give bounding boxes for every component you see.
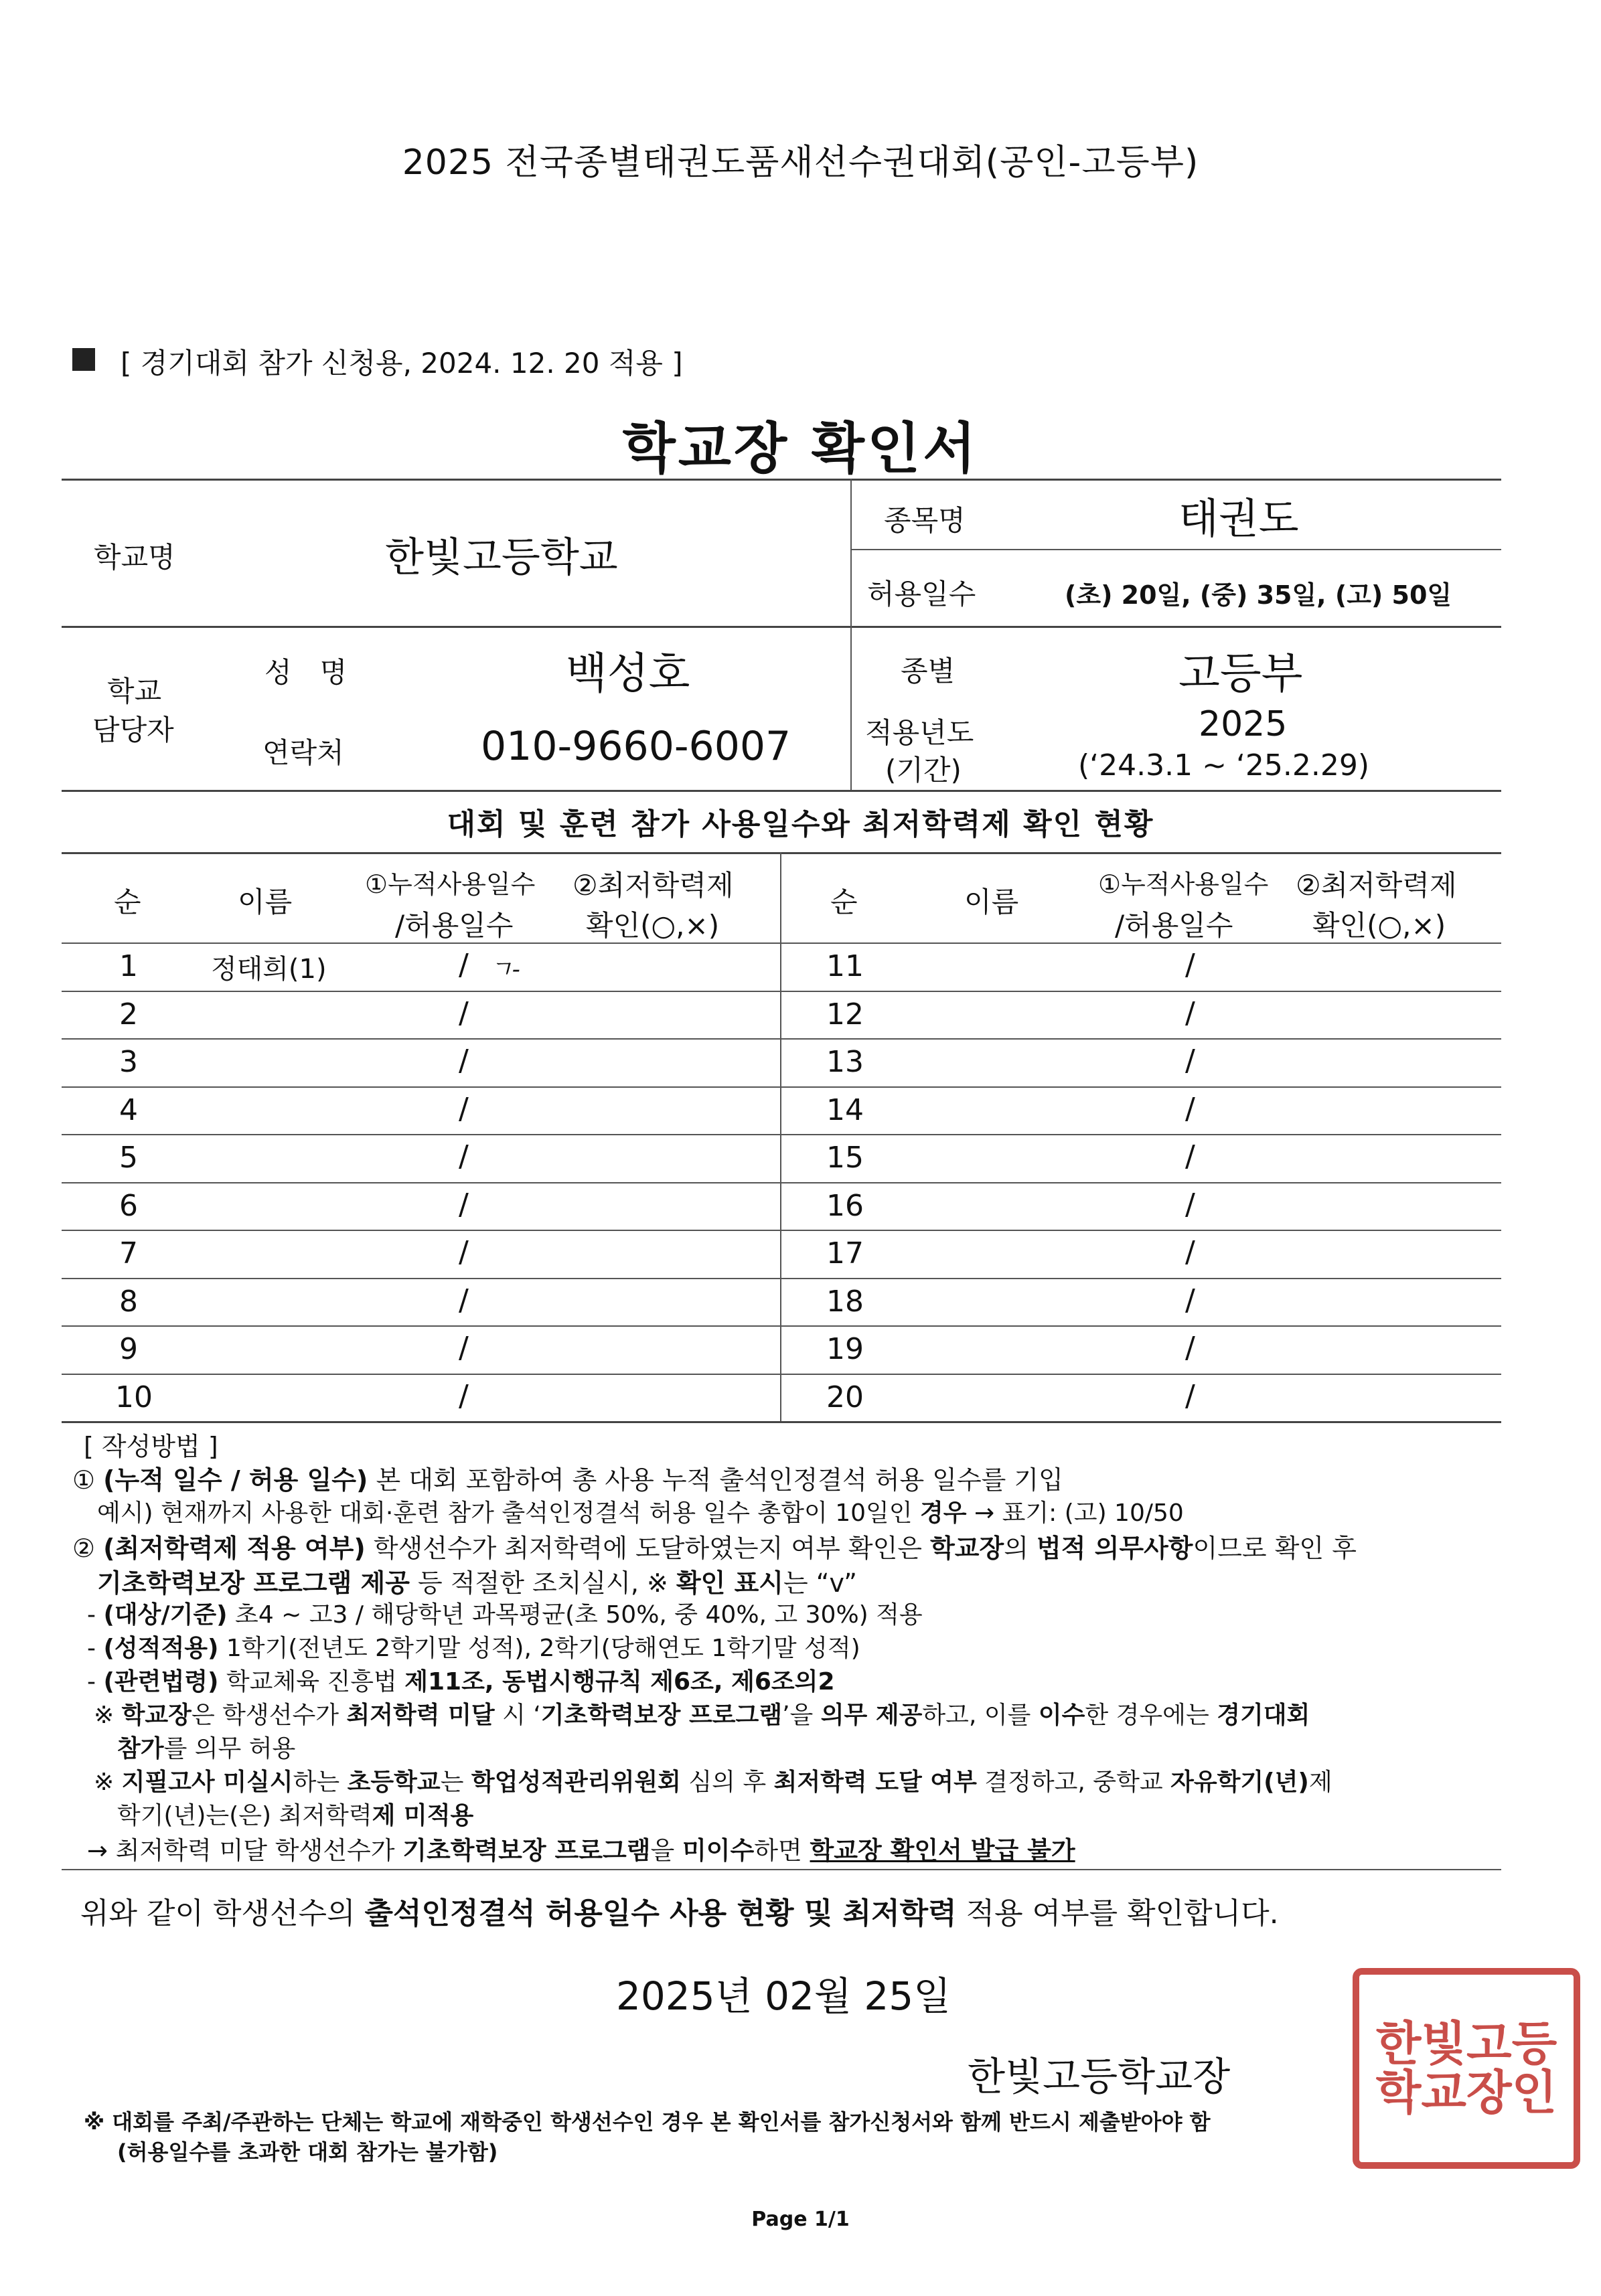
text: 적용 여부를 확인합니다. [956,1896,1279,1931]
text: 는 [440,1769,471,1796]
manager-label-1: 학교 [107,675,162,708]
info-rule-3 [62,790,1501,792]
text: 지필고사 미실시 [121,1769,293,1796]
text: 하면 [754,1836,810,1865]
row-number-right: 17 [826,1236,864,1270]
text: - [87,1635,104,1662]
row-number-right: 19 [826,1332,864,1366]
col-check-right-1: ②최저학력제 [1296,869,1457,902]
text: 위와 같이 학생선수의 [80,1896,365,1931]
text: 자유학기(년) [1170,1769,1309,1796]
text: 를 의무 허용 [163,1735,296,1762]
text: (누적 일수 / 허용 일수) [103,1465,368,1495]
row-days-slash-right: / [1185,1283,1195,1317]
instructions-heading: [ 작성방법 ] [84,1432,218,1461]
table-row-rule [62,1134,1501,1135]
row-number-left: 9 [119,1332,138,1366]
row-number-right: 15 [826,1141,864,1175]
year-label-1: 적용년도 [865,716,974,749]
row-number-left: 8 [119,1284,138,1319]
text: → 표기: (고) 10/50 [966,1499,1184,1527]
col-days-right-1: ①누적사용일수 [1098,870,1269,899]
text: 기초학력보장 프로그램 [402,1836,651,1865]
text: - [87,1668,104,1696]
doc-title: 학교장 확인서 [622,417,979,481]
text: 하는 [293,1769,348,1796]
text: 법적 의무사항 [1037,1534,1193,1563]
row-days-slash-left: / [459,1139,469,1173]
text: 경기대회 [1217,1702,1310,1729]
row-days-slash-left: / [459,1187,469,1222]
row-number-left: 5 [119,1141,138,1175]
text: 의 [1004,1534,1037,1563]
text: 을 [650,1836,683,1865]
text: 경우 [920,1499,967,1527]
table-row-rule [62,1374,1501,1375]
text: 시 ‘ [494,1702,541,1729]
text: - [87,1601,104,1629]
text: 초등학교 [347,1769,441,1796]
table-row-rule [62,1278,1501,1279]
table-center-divider [780,852,781,1422]
row-days-slash-right: / [1185,995,1195,1030]
row-days-slash-left: / [459,948,469,982]
instruction-line-9 [117,1730,295,1764]
row-number-left: 2 [119,997,138,1032]
sport-label: 종목명 [884,504,966,537]
row-number-left: 4 [119,1092,138,1127]
text: 등 적절한 조치실시, ※ [409,1568,676,1598]
col-check-left-1: ②최저학력제 [573,869,734,902]
row-days-slash-left: / [459,1378,469,1413]
col-name-right: 이름 [964,886,1019,918]
table-bottom-rule [62,1421,1501,1423]
row-number-left: 6 [119,1188,138,1223]
row-number-right: 14 [826,1092,864,1127]
row-days-slash-left: / [459,1331,469,1365]
school-value: 한빛고등학교 [385,534,618,581]
text: (관련법령) [103,1668,219,1696]
row-days-slash-left: / [459,1235,469,1269]
year-value: 2025 [1199,704,1288,744]
instruction-line-7 [87,1663,835,1697]
name-label: 성 명 [264,656,348,689]
text: ① [72,1465,104,1495]
table-row-rule [62,1182,1501,1183]
row-number-left: 3 [119,1045,138,1079]
table-row-rule [62,1325,1501,1327]
text: ※ [94,1769,122,1796]
row-number-right: 13 [826,1045,864,1079]
sport-value: 태권도 [1178,494,1299,543]
manager-label-2: 담당자 [92,714,174,746]
text: ’을 [782,1702,821,1729]
name-value: 백성호 [566,649,690,699]
period-value: (‘24.3.1 ~ ‘25.2.29) [1078,748,1370,783]
text: 한 경우에는 [1085,1702,1217,1729]
bullet-square-icon [72,348,95,371]
text: 학교장 확인서 발급 불가 [810,1836,1075,1865]
instruction-line-1 [72,1459,1063,1496]
row-days-slash-right: / [1185,1091,1195,1126]
official-seal-stamp: 한빛고등학교장인 [1353,1968,1580,2169]
text: 참가 [117,1735,164,1762]
text: 제 미적용 [372,1802,474,1829]
col-check-right-2: 확인(○,×) [1312,909,1446,942]
info-mid-rule [850,549,1501,550]
confirm-sentence [80,1889,1279,1932]
category-label: 종별 [901,655,956,687]
col-days-left-2: /허용일수 [395,909,514,942]
row-days-slash-left: / [459,995,469,1030]
text: 제11조, 동법시행규칙 제6조, 제6조의2 [404,1668,835,1696]
col-days-left-1: ①누적사용일수 [365,870,536,899]
text: 최저학력 도달 여부 [773,1769,977,1796]
table-row-rule [62,1038,1501,1040]
row-number-left: 1 [119,949,138,983]
text: 본 대회 포함하여 총 사용 누적 출석인정결석 허용 일수를 기입 [368,1465,1063,1495]
text: 학업성적관리위원회 [471,1769,681,1796]
text: ② [72,1534,104,1563]
text: 학교체육 진흥법 [218,1668,405,1696]
event-title: 2025 전국종별태권도품새선수권대회(공인-고등부) [402,143,1199,183]
text: (최저학력제 적용 여부) [103,1534,366,1563]
allowed-days-label: 허용일수 [867,578,976,610]
col-days-right-2: /허용일수 [1115,909,1233,942]
issue-date: 2025년 02월 25일 [616,1973,951,2019]
row-days-mark-left: ㄱ- [489,956,520,983]
text: 하고, 이를 [922,1702,1039,1729]
text: 학생선수가 최저학력에 도달하였는지 여부 확인은 [365,1534,931,1563]
text: 제 [1308,1769,1332,1796]
contact-label: 연락처 [262,736,344,769]
instruction-line-2 [97,1494,1184,1528]
instruction-line-5 [87,1596,923,1630]
text: 출석인정결석 허용일수 사용 현황 및 최저학력 [364,1896,957,1931]
instruction-line-10 [94,1763,1332,1797]
text: 의무 제공 [820,1702,923,1729]
instruction-line-12 [87,1830,1075,1866]
contact-value: 010-9660-6007 [481,723,791,770]
row-days-slash-right: / [1185,1139,1195,1173]
allowed-days-value: (초) 20일, (중) 35일, (고) 50일 [1065,580,1452,610]
col-name-left: 이름 [238,886,293,918]
info-divider [850,479,852,790]
text: 이므로 확인 후 [1193,1534,1357,1563]
text: 결정하고, 중학교 [976,1769,1171,1796]
row-name-left: 정태희(1) [211,954,327,985]
row-number-right: 20 [826,1380,864,1414]
row-number-right: 12 [826,997,864,1032]
text: 이수 [1038,1702,1085,1729]
table-row-rule [62,942,1501,944]
row-days-slash-left: / [459,1044,469,1078]
info-top-rule [62,479,1501,481]
text: 학교장 [121,1702,192,1729]
text: 심의 후 [680,1769,774,1796]
info-rule-2 [62,626,1501,628]
col-no-left: 순 [114,886,141,918]
row-days-slash-right: / [1185,1331,1195,1365]
year-label-2: (기간) [885,754,962,787]
row-days-slash-left: / [459,1283,469,1317]
row-number-right: 16 [826,1188,864,1223]
notice-line: [ 경기대회 참가 신청용, 2024. 12. 20 적용 ] [121,347,683,380]
row-days-slash-right: / [1185,1235,1195,1269]
text: 1학기(전년도 2학기말 성적), 2학기(당해연도 1학기말 성적) [218,1635,860,1662]
table-row-rule [62,1086,1501,1088]
instruction-line-8 [94,1696,1310,1730]
row-days-slash-right: / [1185,948,1195,982]
page-number: Page 1/1 [751,2208,850,2231]
row-number-left: 7 [119,1236,138,1270]
text: ※ [94,1702,122,1729]
instruction-line-3 [72,1528,1357,1564]
footer-note-2: (허용일수를 초과한 대회 참가는 불가함) [117,2139,498,2165]
row-days-slash-right: / [1185,1378,1195,1413]
instruction-line-11 [117,1797,473,1831]
text: 은 학생선수가 [191,1702,347,1729]
row-number-left: 10 [115,1380,153,1414]
text: 최저학력 미달 [346,1702,495,1729]
text: 미이수 [682,1836,755,1865]
text: 기초학력보장 프로그램 [540,1702,783,1729]
instructions-bottom-rule [62,1869,1501,1870]
text: 기초학력보장 프로그램 제공 [97,1568,410,1598]
row-number-right: 18 [826,1284,864,1319]
col-check-left-2: 확인(○,×) [586,909,720,942]
footer-note-1: ※ 대회를 주최/주관하는 단체는 학교에 재학중인 학생선수인 경우 본 확인서를 참가신청서와 함께 반드시 제출받아야 함 [84,2109,1211,2135]
text: 학기(년)는(은) 최저학력 [117,1802,372,1829]
text: → 최저학력 미달 학생선수가 [87,1836,403,1865]
col-no-right: 순 [830,886,858,918]
text: 학교장 [930,1534,1004,1563]
text: 확인 표시 [676,1568,784,1598]
row-days-slash-left: / [459,1091,469,1126]
instruction-line-4 [97,1562,857,1599]
instruction-line-6 [87,1629,860,1663]
row-days-slash-right: / [1185,1187,1195,1222]
row-number-right: 11 [826,949,864,983]
row-days-slash-right: / [1185,1044,1195,1078]
text: (성적적용) [103,1635,219,1662]
table-top-rule [62,852,1501,854]
text: 예시) 현재까지 사용한 대회·훈련 참가 출석인정결석 허용 일수 총합이 10일인 [97,1499,921,1527]
signer-name: 한빛고등학교장 [968,2054,1231,2099]
school-label: 학교명 [94,541,175,574]
section-title: 대회 및 훈련 참가 사용일수와 최저학력제 확인 현황 [447,807,1154,841]
table-row-rule [62,991,1501,992]
text: (대상/기준) [103,1601,228,1629]
text: 초4 ~ 고3 / 해당학년 과목평균(초 50%, 중 40%, 고 30%) 적용 [227,1601,923,1629]
table-row-rule [62,1230,1501,1231]
text: 는 “v” [783,1568,857,1598]
category-value: 고등부 [1178,649,1303,699]
